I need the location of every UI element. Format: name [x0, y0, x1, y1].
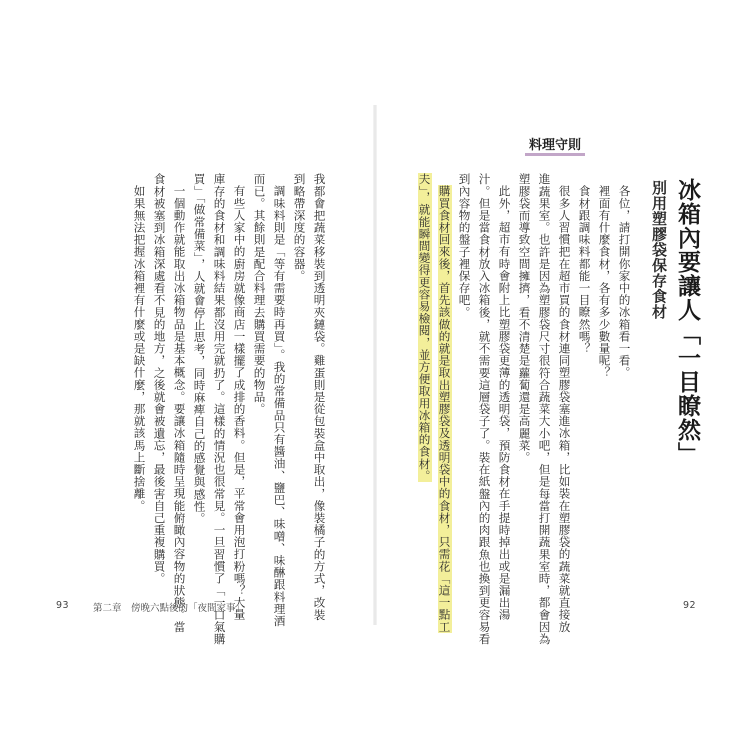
body-line-r5: 進蔬果室。也許是因為塑膠袋尺寸很符合蔬菜大小吧，但是每當打開蔬果室時，都會因為 [537, 173, 552, 645]
body-line-r2: 裡面有什麼食材，各有多少數量呢？ [597, 185, 612, 379]
highlight-r10: 購買食材回來後，首先該做的就是取出塑膠袋及透明袋中的食材，只需花「這一點工 [437, 185, 452, 633]
body-line-r3: 食材跟調味料都能一目瞭然嗎？ [577, 185, 592, 355]
body-line-r10 [438, 185, 450, 633]
page-number-left: 93 [56, 600, 70, 611]
body-line-l9: 食材被塞到冰箱深處看不見的地方，之後就會被遺忘，最後害自己重複購買。 [152, 173, 167, 585]
body-line-r9: 到內容物的盤子裡保存吧。 [457, 173, 472, 319]
body-line-l4: 而已。其餘則是配合料理去購買需要的物品。 [252, 173, 267, 415]
chapter-title: 冰箱內要讓人「一目瞭然」 [674, 178, 701, 466]
body-line-l3: 調味料則是「等有需要時再買」。我的常備品只有醬油、鹽巴、味噌、味醂跟料理酒 [272, 185, 287, 627]
body-line-l8: 一個動作就能取出冰箱物品是基本概念。要讓冰箱隨時呈現能俯瞰內容物的狀態。當 [172, 185, 187, 633]
section-label: 料理守則 [528, 138, 581, 153]
highlight-r11: 夫」，就能瞬間變得更容易檢閱，並方便取用冰箱的食材。 [417, 173, 432, 482]
chapter-subtitle: 別用塑膠袋保存食材 [650, 180, 668, 320]
body-line-r1: 各位，請打開你家中的冰箱看一看。 [617, 185, 632, 379]
body-line-l6: 庫存的食材和調味料結果都沒用完就扔了。這樣的情況也很常見。一旦習慣了「一口氣購 [212, 173, 227, 645]
body-line-l7: 買」「做常備菜」，人就會停止思考，同時麻痺自己的感覺與感性。 [192, 173, 207, 525]
body-line-r7: 此外，超市有時會附上比塑膠袋更薄的透明袋，預防食材在手提時掉出或是漏出湯 [497, 185, 512, 621]
body-line-l1: 我都會把蔬菜移裝到透明夾鏈袋。雞蛋則是從包裝盒中取出，像裝橘子的方式，改裝 [312, 173, 327, 621]
body-line-r6: 塑膠袋而導致空間擁擠，看不清楚是蘿蔔還是高麗菜。 [517, 173, 532, 464]
body-line-r4: 很多人習慣把在超市買的食材連同塑膠袋塞進冰箱，比如裝在塑膠袋的蔬菜就直接放 [557, 185, 572, 633]
body-line-r8: 汁。但是當食材放入冰箱後，就不需要這層袋子了。裝在紙盤內的肉跟魚也換到更容易看 [477, 173, 492, 645]
body-line-l10: 如果無法把握冰箱裡有什麼或是缺什麼，那就該馬上斷捨離。 [132, 185, 147, 512]
gutter [373, 105, 377, 625]
body-line-r11 [418, 173, 430, 482]
running-head: 第二章 傍晚六點後的「夜間家事」 [93, 603, 246, 614]
body-line-l5: 有些人家中的廚房就像商店一樣擺了成排的香料。但是，平常會用泡打粉嗎？大量 [232, 185, 247, 621]
section-underline [525, 153, 585, 156]
page-number-right: 92 [683, 600, 697, 611]
body-line-l2: 到略帶深度的容器。 [292, 173, 307, 282]
